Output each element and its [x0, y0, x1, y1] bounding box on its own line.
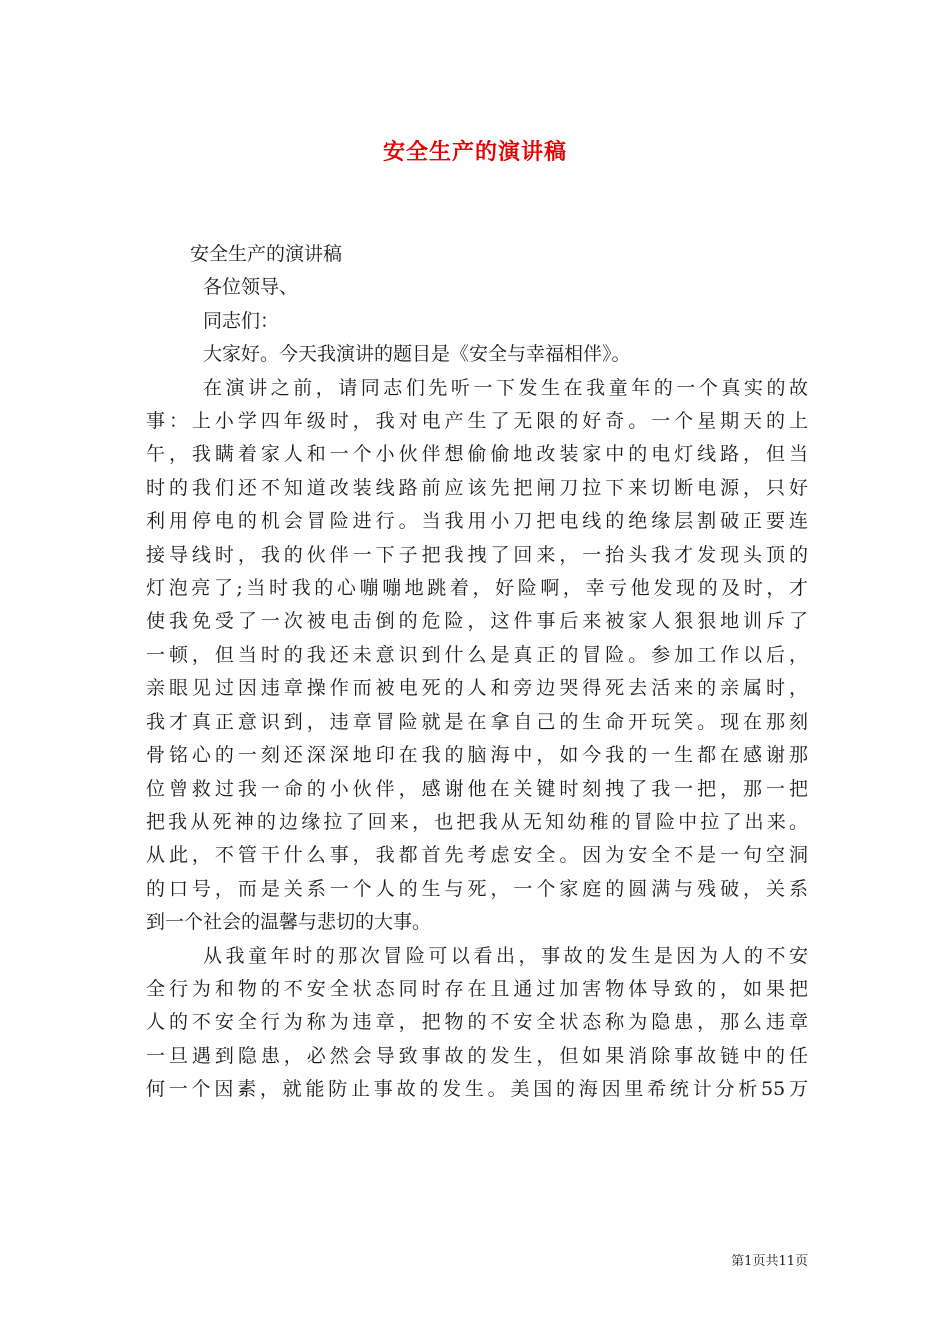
paragraph-line: 骨铭心的一刻还深深地印在我的脑海中，如今我的一生都在感谢那: [146, 744, 808, 767]
paragraph-line: 的口号，而是关系一个人的生与死，一个家庭的圆满与残破，关系: [146, 877, 808, 900]
paragraph-line: 到一个社会的温馨与悲切的大事。: [146, 911, 432, 934]
document-title: 安全生产的演讲稿: [382, 139, 567, 165]
paragraph-line: 何一个因素，就能防止事故的发生。美国的海因里希统计分析55万: [146, 1078, 808, 1101]
paragraph-line: 一旦遇到隐患，必然会导致事故的发生，但如果消除事故链中的任: [146, 1044, 808, 1067]
paragraph-line: 亲眼见过因违章操作而被电死的人和旁边哭得死去活来的亲属时，: [146, 677, 808, 700]
document-body: [146, 238, 808, 1107]
paragraph-line: 位曾救过我一命的小伙伴，感谢他在关键时刻拽了我一把，那一把: [146, 777, 808, 800]
salutation-line: 同志们：: [203, 309, 280, 332]
paragraph-line: 从此，不管干什么事，我都首先考虑安全。因为安全不是一句空洞: [146, 844, 808, 867]
subtitle-line: 安全生产的演讲稿: [190, 243, 343, 265]
paragraph-line: 我才真正意识到，违章冒险就是在拿自己的生命开玩笑。现在那刻: [146, 710, 808, 733]
salutation-line: 各位领导、: [203, 276, 299, 299]
page-number: 第1页共11页: [731, 1254, 808, 1269]
paragraph-line: 一顿，但当时的我还未意识到什么是真正的冒险。参加工作以后，: [146, 643, 808, 666]
paragraph-line: 事：上小学四年级时，我对电产生了无限的好奇。一个星期天的上: [146, 410, 808, 433]
paragraph-line: 时的我们还不知道改装线路前应该先把闸刀拉下来切断电源，只好: [146, 476, 808, 499]
paragraph-line: 人的不安全行为称为违章，把物的不安全状态称为隐患，那么违章: [146, 1011, 808, 1034]
greeting-line: 大家好。今天我演讲的题目是《安全与幸福相伴》。: [203, 343, 631, 366]
paragraph-line: 利用停电的机会冒险进行。当我用小刀把电线的绝缘层割破正要连: [146, 510, 808, 533]
paragraph-line: 使我免受了一次被电击倒的危险，这件事后来被家人狠狠地训斥了: [146, 610, 808, 633]
paragraph-line: 全行为和物的不安全状态同时存在且通过加害物体导致的，如果把: [146, 977, 808, 1000]
paragraph-line: 午，我瞒着家人和一个小伙伴想偷偷地改装家中的电灯线路，但当: [146, 443, 808, 466]
paragraph-line: 灯泡亮了;当时我的心嘣嘣地跳着，好险啊，幸亏他发现的及时，才: [146, 577, 808, 600]
paragraph-line: 接导线时，我的伙伴一下子把我拽了回来，一抬头我才发现头顶的: [146, 543, 808, 566]
paragraph-line: 从我童年时的那次冒险可以看出，事故的发生是因为人的不安: [203, 944, 808, 967]
paragraph-line: 把我从死神的边缘拉了回来，也把我从无知幼稚的冒险中拉了出来。: [146, 810, 808, 833]
paragraph-line: 在演讲之前，请同志们先听一下发生在我童年的一个真实的故: [203, 376, 808, 399]
